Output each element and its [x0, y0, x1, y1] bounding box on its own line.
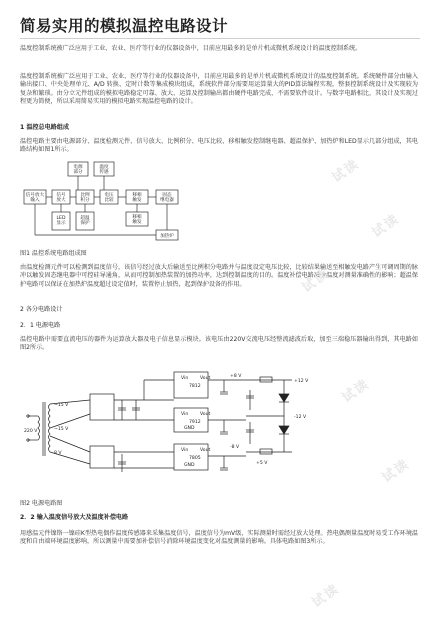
section-22-paragraph: 用感温元件镍铬一镍硅K型热电偶作温度传感器来采集温度信号，温度信号为mV级，实际测量时需经过放大处理。热电偶测量温度时易受工作环境温度和自由端环境温度影响，所以测量中需要加补偿信号消除环境温度变化对温度测量的影响。具体电路如图3所示。	[20, 530, 419, 546]
block-relay: 固态继电器	[160, 193, 174, 203]
block-amp-input: 信号放大输入	[25, 193, 45, 203]
reg2-vout: Vout	[200, 412, 211, 417]
fig2-caption: 图2 电源电路图	[20, 500, 63, 507]
watermark-text: 试读	[329, 156, 363, 186]
ac-input-label: 220 V	[24, 429, 38, 434]
reg3-vout: Vout	[200, 448, 211, 453]
out-minus-8v: -8 V	[230, 445, 240, 450]
secondary-15v-a: ~15 V	[54, 403, 69, 408]
block-compare: 电压比较	[104, 193, 114, 203]
block-sensor: 温度传感	[99, 165, 109, 175]
reg3-gnd: GND	[184, 463, 195, 468]
section-21-heading: 2．1 电源电路	[20, 322, 61, 329]
secondary-8v: 8 V	[54, 451, 62, 456]
section-22-heading: 2．2 输入温度信号放大及温度补偿电路	[20, 514, 129, 521]
reg1-vout: Vout	[200, 376, 211, 381]
watermark-text: 试读	[339, 376, 373, 406]
reg1-vin: Vin	[181, 376, 189, 381]
watermark-text: 试读	[369, 211, 403, 241]
block-trigger: 移相触发	[132, 193, 142, 203]
reg3-part: 7805	[189, 456, 201, 461]
block-led: LED 显示	[56, 216, 66, 226]
fig1-caption: 图1 温控系统电路组成图	[20, 250, 87, 257]
block-ref: 移相触发	[132, 215, 142, 225]
fig1-explanation: 由温度检测元件可以检测到温度信号，该信号经过放大后输送至比例积分电路并与温度设定电压比较，比较结果输送至相触发电路产生可调周期的脉冲以触发固态继电器中可控硅导通角，从而可控制加热装置的加热功率，达到控制温度的目的。温度补偿电路减少温度对测量准确性的影响；超温保护电路可以保证在加热炉温度超过设定值时，装置停止加热，起到保护设备的作用。	[20, 264, 418, 288]
abstract-paragraph: 温度控制系统被广泛应用于工业、农业、医疗等行业的仪器设备中，目前应用最多的是单片机或微机系统设计的温度控制系统。	[20, 45, 362, 52]
reg2-vin: Vin	[181, 412, 189, 417]
section-1-heading: 1 温控总电路组成	[20, 124, 70, 131]
title-divider	[20, 38, 420, 39]
out-minus-12v: -12 V	[294, 415, 307, 420]
out-plus-12v: +12 V	[294, 379, 309, 384]
page-title: 简易实用的模拟温控电路设计	[20, 17, 229, 35]
reg2-gnd: GND	[184, 426, 195, 431]
watermark-text: 试读	[379, 456, 413, 486]
block-pi: 比例积分	[80, 193, 90, 203]
block-signal: 信号放大	[56, 193, 66, 203]
fig2-power-schematic	[24, 360, 314, 488]
section-21-paragraph: 温控电路中需要直流电压的器件为运算放大器及电子信息显示模块。该电压由220V交流电压经整流滤波后取，加至三端稳压器输出得到，其电路如图2所示。	[20, 336, 418, 352]
secondary-15v-b: ~15 V	[54, 427, 69, 432]
out-plus-8v: +8 V	[230, 374, 242, 379]
watermark-text: 试读	[309, 581, 343, 611]
block-heater: 加热炉	[160, 234, 174, 239]
reg3-vin: Vin	[181, 448, 189, 453]
block-protect: 超温保护	[80, 216, 90, 226]
watermark-text: 试读	[299, 266, 333, 296]
fig1-block-diagram	[22, 160, 202, 242]
intro-paragraph: 温度控制系统被广泛应用于工业、农业、医疗等行业的仪器设备中，目前应用最多的是单片机或微机系统设计的温度控制系统。系统硬件部分由输入输出接口、中央处理单元、A/D 转换、定时计数等集成模块组成，系统软件部分需要用运算量大的PID算法编程实现，整套控制系统设计及实现较为复杂和繁琐。由分立元件组成的模拟电路稳定可靠、放大、运算及控制输出都由硬件电路完成，不需要软件设计。与数字电路相比，其设计及实现过程更为简便，所以采用简易实用的模拟电路实现温控电路的设计。	[20, 73, 418, 105]
reg1-part: 7812	[189, 384, 201, 389]
section-1-paragraph: 温控电路主要由电源部分、温度检测元件、信号放大、比例积分、电压比较、移相触发控制继电器、超温保护、加热炉和LED显示几部分组成，其电路结构如图1所示。	[20, 138, 418, 154]
reg2-part: 7912	[189, 420, 201, 425]
block-power: 电源部分	[73, 165, 83, 175]
out-plus-5v: +5 V	[256, 461, 268, 466]
section-2-heading: 2 各分电路设计	[20, 306, 63, 313]
